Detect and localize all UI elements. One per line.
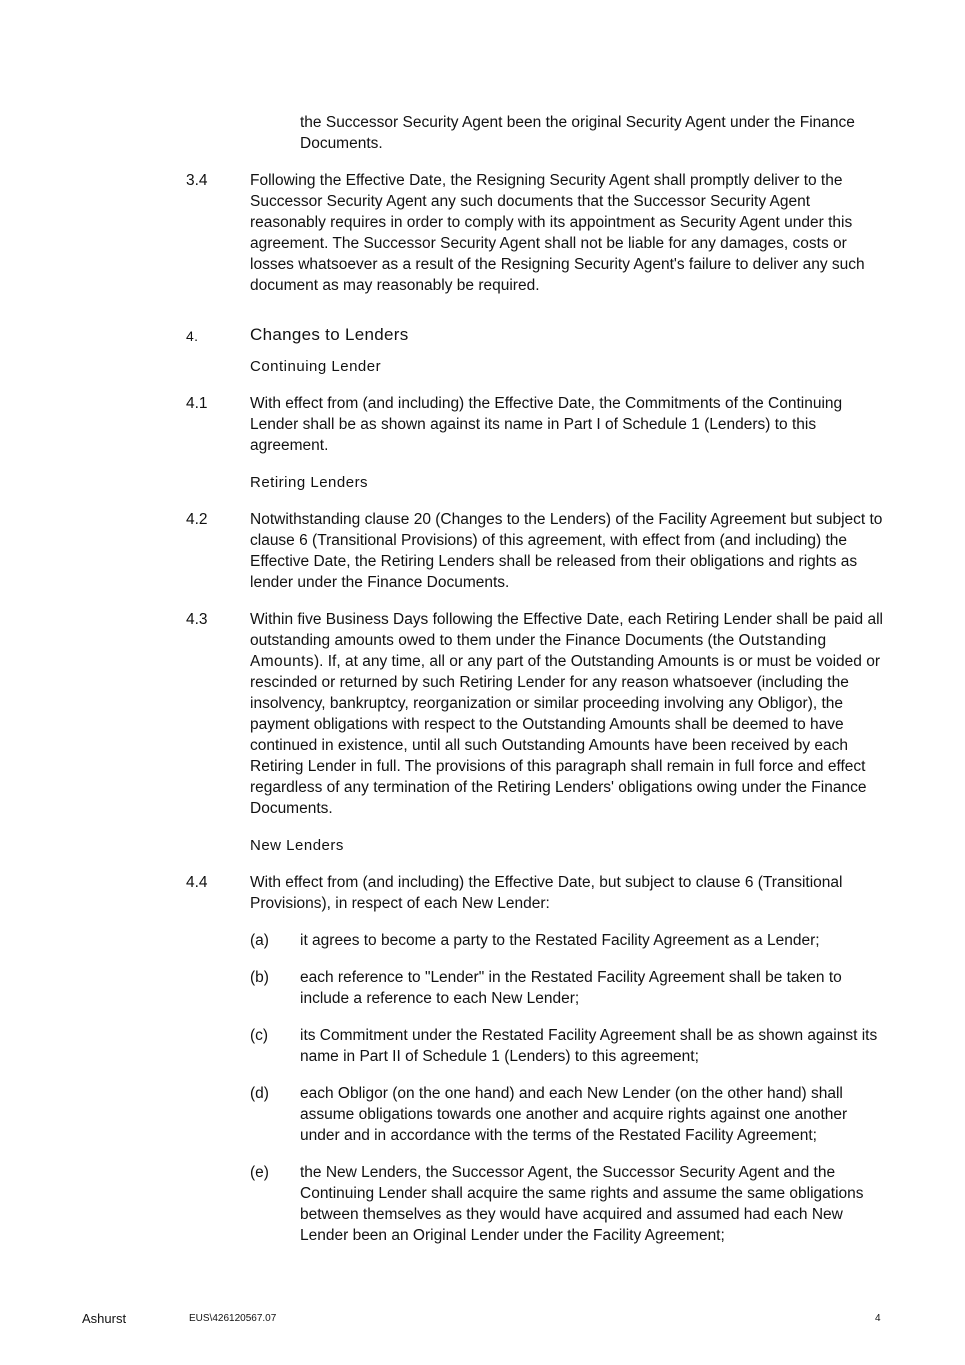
clause-text-before: Within five Business Days following the Effective Date, each Retiring Lender shall be paid all outstanding amounts owed to them under the Finance Documents (the — [250, 611, 883, 649]
clause-text — [250, 609, 886, 819]
continuation-text: the Successor Security Agent been the original Security Agent under the Finance Documents. — [300, 114, 855, 152]
list-item — [250, 1025, 886, 1067]
clause-text: Notwithstanding clause 20 (Changes to the Lenders) of the Facility Agreement but subject to clause 6 (Transitional Provisions) of this agreement, with effect from (and including) the Effective Date, the Retiring Lenders shall be released from their obligations and rights as lender under the Finance Documents. — [250, 511, 883, 591]
list-item-text: each Obligor (on the one hand) and each New Lender (on the other hand) shall assume obligations towards one another and acquire rights against one another under and in accordance with the terms of the Restated Facility Agreement; — [300, 1085, 848, 1144]
footer-page-number: 4 — [875, 1313, 881, 1324]
clause-4-2 — [186, 509, 886, 593]
list-item-label: (c) — [250, 1027, 269, 1044]
clause-number: 4.3 — [186, 611, 208, 628]
clause-number: 4.4 — [186, 874, 208, 891]
clause-number: 4.2 — [186, 511, 208, 528]
clause-4-4-sublist — [250, 930, 886, 1246]
list-item — [250, 1162, 886, 1246]
list-item-text: it agrees to become a party to the Restated Facility Agreement as a Lender; — [300, 932, 820, 949]
list-item-text: its Commitment under the Restated Facility Agreement shall be as shown against its name in Part II of Schedule 1 (Lenders) to this agreement; — [300, 1027, 878, 1065]
document-body — [186, 112, 886, 1262]
clause-4-4 — [186, 872, 886, 914]
list-item — [250, 967, 886, 1009]
footer-document-reference: EUS\426120567.07 — [189, 1313, 277, 1324]
clause-text: With effect from (and including) the Effective Date, but subject to clause 6 (Transitional Provisions), in respect of each New Lender: — [250, 874, 843, 912]
clause-text: Following the Effective Date, the Resigning Security Agent shall promptly deliver to the Successor Security Agent any such documents that the Successor Security Agent reasonably requires in order to comply with its appointment as Security Agent under this agreement. The Successor Security Agent shall not be liable for any damages, costs or losses whatsoever as a result of the Resigning Security Agent's failure to deliver any such document as may reasonably be required. — [250, 172, 865, 294]
clause-text: With effect from (and including) the Effective Date, the Commitments of the Continuing Lender shall be as shown against its name in Part I of Schedule 1 (Lenders) to this agreement. — [250, 395, 843, 454]
list-item-text: the New Lenders, the Successor Agent, the Successor Security Agent and the Continuing Lender shall acquire the same rights and assume the same obligations between themselves as they would have acquired and assumed had each New Lender been an Original Lender under the Facility Agreement; — [300, 1164, 864, 1244]
page-footer — [0, 1311, 965, 1331]
clause-number: 3.4 — [186, 172, 208, 189]
section-4-heading — [186, 324, 886, 346]
list-item-label: (d) — [250, 1085, 269, 1102]
list-item — [250, 930, 886, 951]
clause-3-4 — [186, 170, 886, 296]
defined-term: Outstanding Amounts — [250, 632, 827, 670]
clause-4-3 — [186, 609, 886, 819]
list-item-text: each reference to "Lender" in the Restated Facility Agreement shall be taken to include a reference to each New Lender; — [300, 969, 842, 1007]
list-item-label: (a) — [250, 932, 269, 949]
clause-text-after: ). If, at any time, all or any part of the Outstanding Amounts is or must be voided or rescinded or returned by such Retiring Lender for any reason whatsoever (including the insolvency, bankruptcy, reorganization or similar proceeding involving any Obligor), the payment obligations with respect to the Outstanding Amounts shall be deemed to have continued in existence, until all such Outstanding Amounts have been received by each Retiring Lender in full. The provisions of this paragraph shall remain in full force and effect regardless of any termination of the Retiring Lenders' obligations owing under the Finance Documents. — [250, 653, 880, 817]
list-item — [250, 1083, 886, 1146]
list-item-label: (e) — [250, 1164, 269, 1181]
section-number: 4. — [186, 328, 199, 344]
subheading-continuing-lender: Continuing Lender — [250, 358, 382, 375]
clause-4-1 — [186, 393, 886, 456]
subheading-new-lenders: New Lenders — [250, 837, 344, 854]
section-title: Changes to Lenders — [250, 325, 409, 344]
subheading-retiring-lenders: Retiring Lenders — [250, 474, 369, 491]
list-item-label: (b) — [250, 969, 269, 986]
clause-number: 4.1 — [186, 395, 208, 412]
footer-firm-name: Ashurst — [82, 1311, 127, 1326]
